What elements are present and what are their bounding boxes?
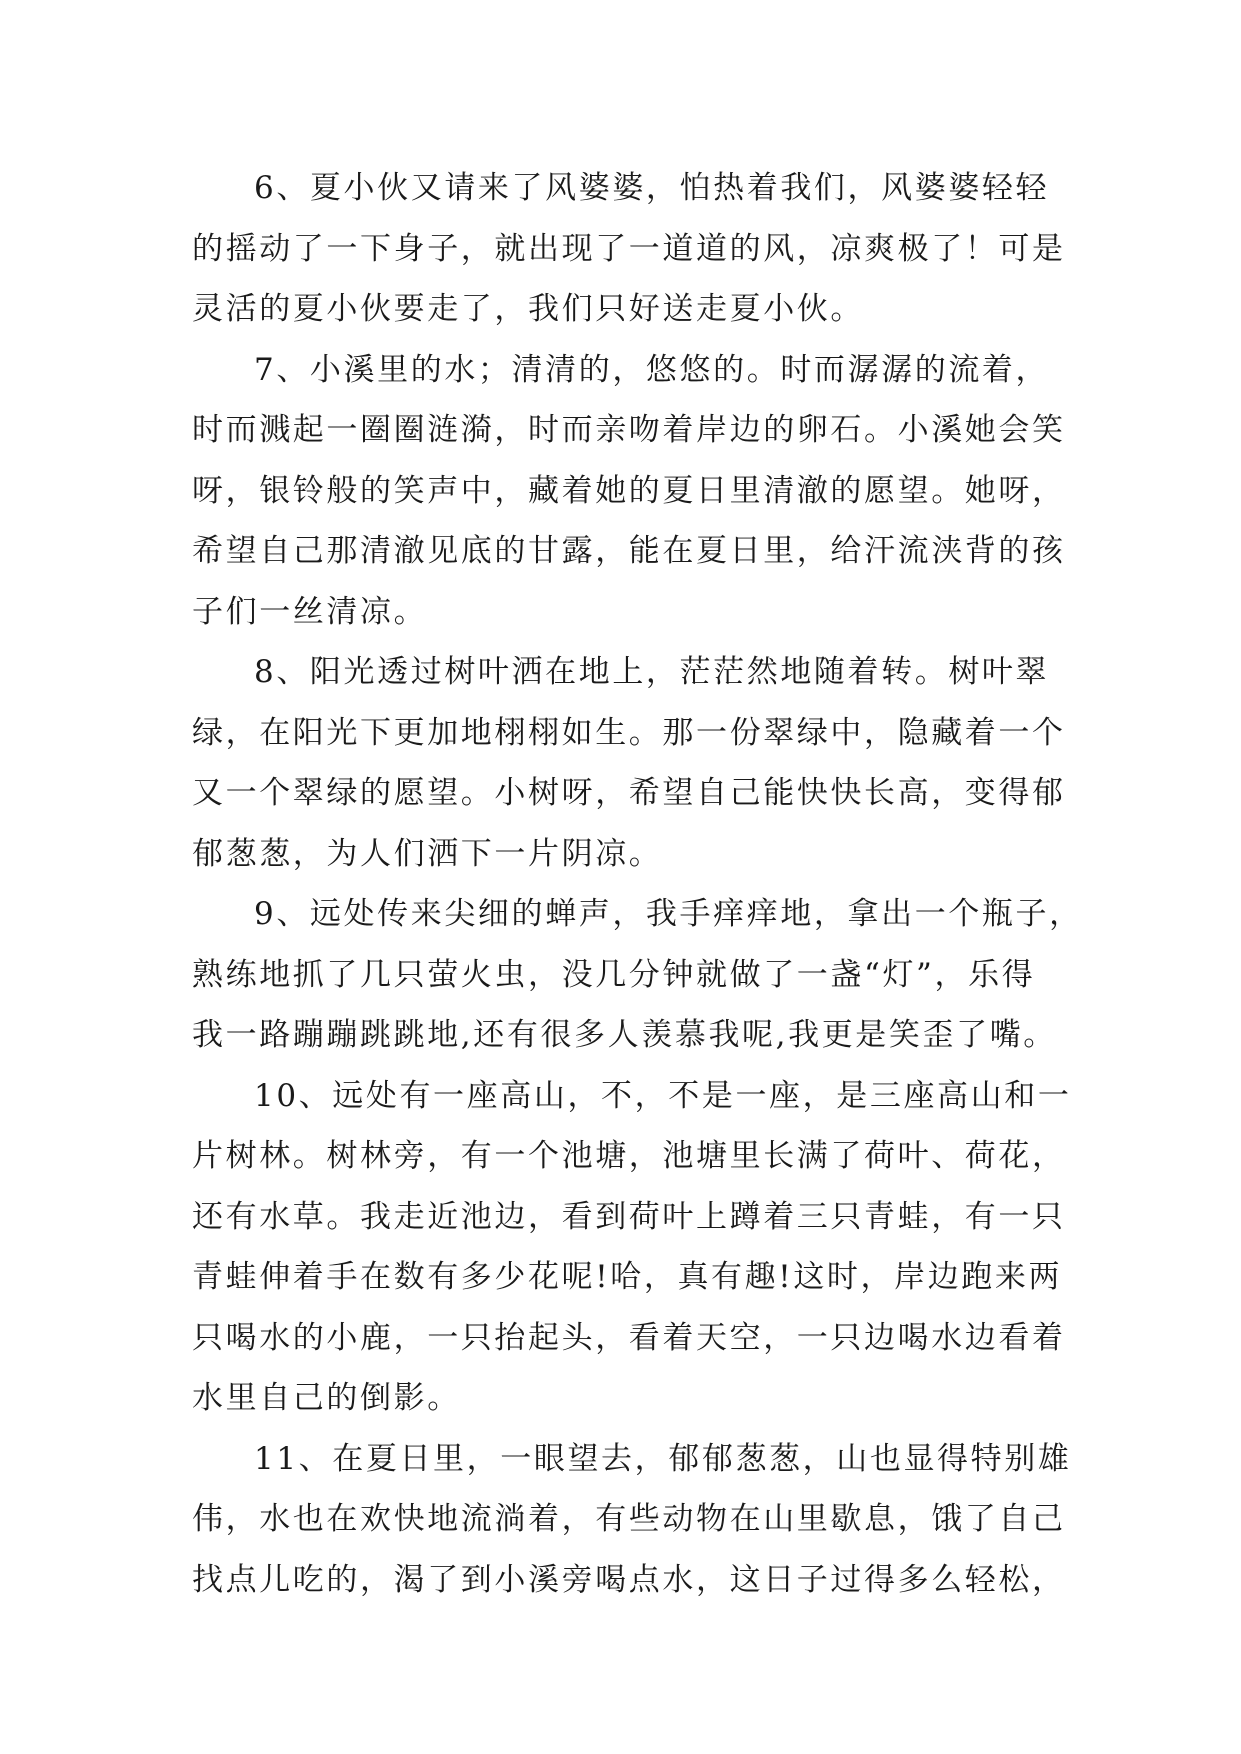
text-line: 青蛙伸着手在数有多少花呢!哈，真有趣!这时，岸边跑来两 — [192, 1259, 1063, 1295]
text-line: 又一个翠绿的愿望。小树呀，希望自己能快快长高，变得郁 — [192, 775, 1066, 811]
text-line: 8、阳光透过树叶洒在地上，茫茫然地随着转。树叶翠 — [254, 654, 1050, 690]
text-line: 子们一丝清凉。 — [192, 593, 428, 630]
text-line: 希望自己那清澈见底的甘露，能在夏日里，给汗流浃背的孩 — [192, 533, 1066, 569]
paragraph-10 — [192, 1066, 1072, 1429]
text-line: 片树林。树林旁，有一个池塘，池塘里长满了荷叶、荷花， — [192, 1138, 1066, 1174]
paragraph-7 — [192, 340, 1066, 643]
text-line: 绿，在阳光下更加地栩栩如生。那一份翠绿中，隐藏着一个 — [192, 714, 1066, 751]
text-line: 11、在夏日里，一眼望去，郁郁葱葱，山也显得特别雄 — [254, 1440, 1072, 1477]
paragraph-6 — [192, 158, 1066, 340]
text-line: 郁葱葱，为人们洒下一片阴凉。 — [192, 835, 663, 872]
text-line: 时而溅起一圈圈涟漪，时而亲吻着岸边的卵石。小溪她会笑 — [192, 412, 1066, 448]
text-line: 的摇动了一下身子，就出现了一道道的风，凉爽极了！可是 — [192, 230, 1066, 267]
text-line: 灵活的夏小伙要走了，我们只好送走夏小伙。 — [192, 291, 864, 327]
text-line: 呀，银铃般的笑声中，藏着她的夏日里清澈的愿望。她呀， — [192, 472, 1066, 509]
text-line: 6、夏小伙又请来了风婆婆，怕热着我们，风婆婆轻轻 — [254, 170, 1050, 206]
text-line: 熟练地抓了几只萤火虫，没几分钟就做了一盏“灯”，乐得 — [192, 956, 1036, 993]
paragraph-9 — [192, 884, 1083, 1066]
text-line: 水里自己的倒影。 — [192, 1380, 461, 1416]
paragraph-11 — [192, 1429, 1072, 1611]
text-line: 9、远处传来尖细的蝉声，我手痒痒地，拿出一个瓶子， — [254, 896, 1083, 932]
paragraph-8 — [192, 642, 1066, 884]
text-line: 我一路蹦蹦跳跳地,还有很多人羡慕我呢,我更是笑歪了嘴。 — [192, 1017, 1057, 1053]
text-line: 找点儿吃的，渴了到小溪旁喝点水，这日子过得多么轻松， — [192, 1561, 1066, 1598]
text-line: 7、小溪里的水；清清的，悠悠的。时而潺潺的流着， — [254, 351, 1050, 388]
text-line: 只喝水的小鹿，一只抬起头，看着天空，一只边喝水边看着 — [192, 1319, 1066, 1356]
document-body — [192, 158, 1083, 1610]
text-line: 10、远处有一座高山，不，不是一座，是三座高山和一 — [254, 1077, 1072, 1114]
text-line: 还有水草。我走近池边，看到荷叶上蹲着三只青蛙，有一只 — [192, 1198, 1066, 1235]
text-line: 伟，水也在欢快地流淌着，有些动物在山里歇息，饿了自己 — [192, 1501, 1066, 1537]
